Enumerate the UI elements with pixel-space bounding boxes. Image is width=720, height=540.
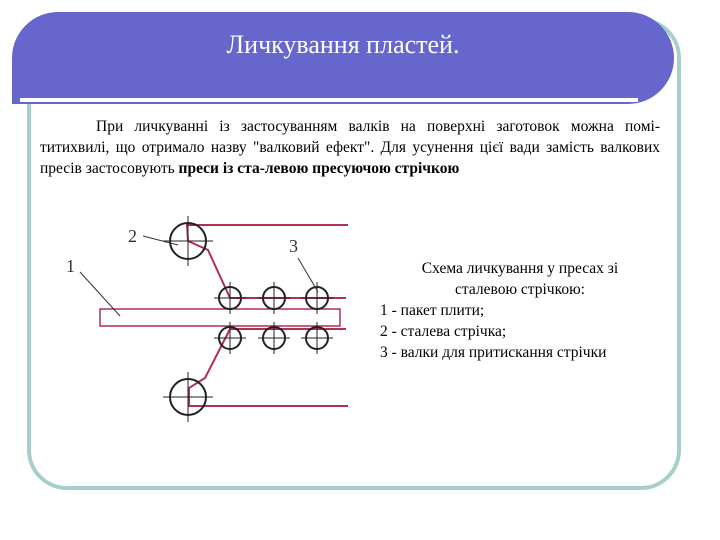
caption-line: Схема личкування у пресах зі bbox=[421, 260, 619, 277]
caption-line: сталевою стрічкою: bbox=[455, 281, 585, 298]
paragraph-bold-text: преси із ста-левою пресуючою стрічкою bbox=[178, 160, 460, 177]
press-roller bbox=[258, 322, 290, 354]
caption-item: 3 - валки для притискання стрічки bbox=[380, 344, 607, 361]
board-pack bbox=[100, 309, 340, 326]
label-2: 2 bbox=[128, 226, 137, 246]
drive-roller-bottom bbox=[163, 372, 213, 422]
leader-line-3 bbox=[298, 258, 318, 292]
label-1: 1 bbox=[66, 256, 75, 276]
label-3: 3 bbox=[289, 236, 298, 256]
paragraph-text: При личкуванні із застосуванням валків на поверхні заготовок можна помі-титихвилі, що отримало назву "валковий ефект". Для усунення цієї вади замість валкових пресів застосовують bbox=[40, 118, 660, 177]
press-roller bbox=[301, 322, 333, 354]
caption-item: 1 - пакет плити; bbox=[380, 302, 485, 319]
caption-item: 2 - сталева стрічка; bbox=[380, 323, 507, 340]
diagram-caption bbox=[380, 258, 660, 363]
steel-strip-bottom bbox=[189, 329, 348, 406]
drive-roller-top bbox=[163, 216, 213, 266]
slide-title: Личкування пластей. bbox=[226, 30, 460, 59]
steel-strip-top bbox=[187, 225, 348, 298]
